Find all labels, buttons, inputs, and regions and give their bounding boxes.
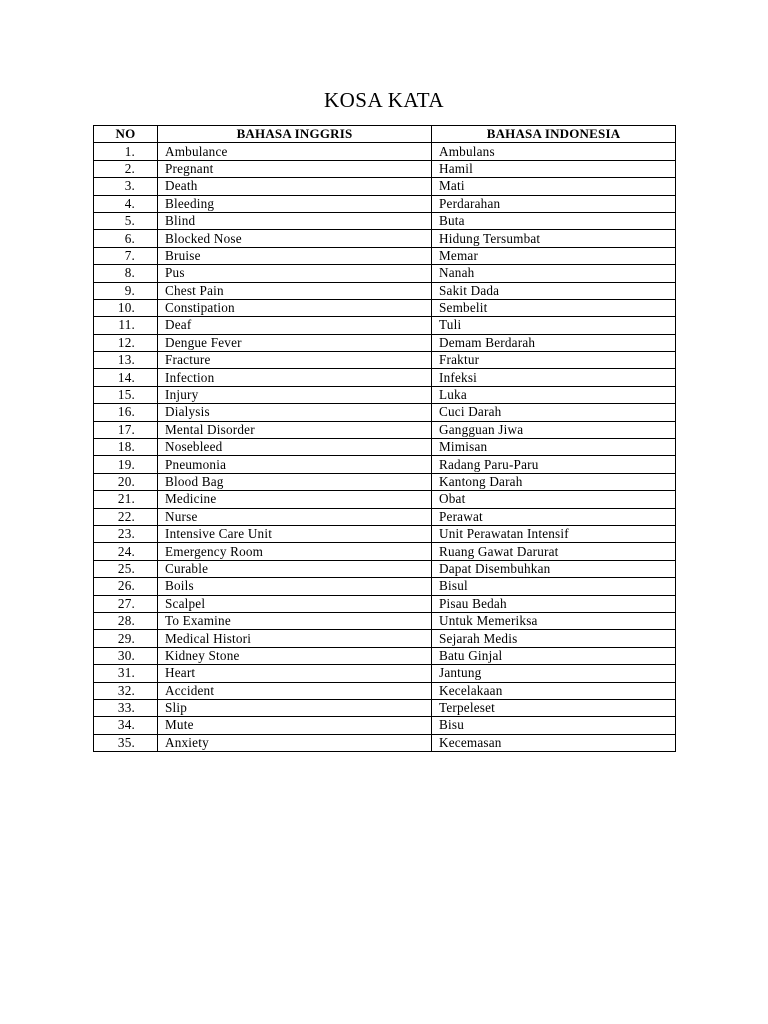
- row-number-cell: 35.: [94, 734, 158, 751]
- english-term-cell: Pregnant: [158, 160, 432, 177]
- indonesian-term-cell: Bisu: [432, 717, 676, 734]
- english-term-cell: Scalpel: [158, 595, 432, 612]
- table-body: [94, 143, 676, 752]
- indonesian-term-cell: Jantung: [432, 665, 676, 682]
- indonesian-term-cell: Tuli: [432, 317, 676, 334]
- indonesian-term-cell: Sembelit: [432, 299, 676, 316]
- row-number-cell: 30.: [94, 647, 158, 664]
- english-term-cell: Constipation: [158, 299, 432, 316]
- table-header-row: [94, 126, 676, 143]
- indonesian-term-cell: Untuk Memeriksa: [432, 612, 676, 629]
- table-row: [94, 456, 676, 473]
- row-number-cell: 8.: [94, 265, 158, 282]
- table-row: [94, 317, 676, 334]
- indonesian-term-cell: Memar: [432, 247, 676, 264]
- table-row: [94, 717, 676, 734]
- indonesian-term-cell: Nanah: [432, 265, 676, 282]
- table-row: [94, 195, 676, 212]
- english-term-cell: Blind: [158, 212, 432, 229]
- indonesian-term-cell: Ambulans: [432, 143, 676, 160]
- table-row: [94, 647, 676, 664]
- indonesian-term-cell: Batu Ginjal: [432, 647, 676, 664]
- indonesian-term-cell: Radang Paru-Paru: [432, 456, 676, 473]
- row-number-cell: 11.: [94, 317, 158, 334]
- english-term-cell: Fracture: [158, 352, 432, 369]
- row-number-cell: 12.: [94, 334, 158, 351]
- indonesian-term-cell: Buta: [432, 212, 676, 229]
- english-term-cell: Blood Bag: [158, 473, 432, 490]
- indonesian-term-cell: Luka: [432, 386, 676, 403]
- indonesian-term-cell: Hamil: [432, 160, 676, 177]
- table-row: [94, 630, 676, 647]
- table-row: [94, 299, 676, 316]
- indonesian-term-cell: Mati: [432, 178, 676, 195]
- english-term-cell: Dialysis: [158, 404, 432, 421]
- table-row: [94, 612, 676, 629]
- table-row: [94, 334, 676, 351]
- table-row: [94, 578, 676, 595]
- table-row: [94, 282, 676, 299]
- table-row: [94, 178, 676, 195]
- indonesian-term-cell: Hidung Tersumbat: [432, 230, 676, 247]
- row-number-cell: 13.: [94, 352, 158, 369]
- table-row: [94, 508, 676, 525]
- indonesian-term-cell: Ruang Gawat Darurat: [432, 543, 676, 560]
- english-term-cell: Anxiety: [158, 734, 432, 751]
- row-number-cell: 1.: [94, 143, 158, 160]
- english-term-cell: Blocked Nose: [158, 230, 432, 247]
- row-number-cell: 22.: [94, 508, 158, 525]
- row-number-cell: 28.: [94, 612, 158, 629]
- indonesian-term-cell: Gangguan Jiwa: [432, 421, 676, 438]
- table-row: [94, 595, 676, 612]
- english-term-cell: Dengue Fever: [158, 334, 432, 351]
- english-term-cell: Pus: [158, 265, 432, 282]
- table-row: [94, 404, 676, 421]
- indonesian-term-cell: Dapat Disembuhkan: [432, 560, 676, 577]
- english-term-cell: Injury: [158, 386, 432, 403]
- row-number-cell: 15.: [94, 386, 158, 403]
- table-row: [94, 525, 676, 542]
- english-term-cell: Boils: [158, 578, 432, 595]
- indonesian-term-cell: Terpeleset: [432, 699, 676, 716]
- row-number-cell: 20.: [94, 473, 158, 490]
- table-row: [94, 543, 676, 560]
- row-number-cell: 34.: [94, 717, 158, 734]
- row-number-cell: 7.: [94, 247, 158, 264]
- english-term-cell: Mute: [158, 717, 432, 734]
- vocabulary-table: [93, 125, 676, 752]
- english-term-cell: Accident: [158, 682, 432, 699]
- english-term-cell: Heart: [158, 665, 432, 682]
- english-term-cell: Nosebleed: [158, 439, 432, 456]
- english-term-cell: Infection: [158, 369, 432, 386]
- table-row: [94, 734, 676, 751]
- english-term-cell: Bleeding: [158, 195, 432, 212]
- row-number-cell: 16.: [94, 404, 158, 421]
- row-number-cell: 29.: [94, 630, 158, 647]
- english-term-cell: Slip: [158, 699, 432, 716]
- english-term-cell: Pneumonia: [158, 456, 432, 473]
- row-number-cell: 2.: [94, 160, 158, 177]
- row-number-cell: 5.: [94, 212, 158, 229]
- english-term-cell: Ambulance: [158, 143, 432, 160]
- row-number-cell: 25.: [94, 560, 158, 577]
- english-term-cell: Chest Pain: [158, 282, 432, 299]
- english-term-cell: Bruise: [158, 247, 432, 264]
- row-number-cell: 24.: [94, 543, 158, 560]
- column-header-english: BAHASA INGGRIS: [158, 126, 432, 143]
- table-row: [94, 265, 676, 282]
- row-number-cell: 4.: [94, 195, 158, 212]
- indonesian-term-cell: Obat: [432, 491, 676, 508]
- row-number-cell: 3.: [94, 178, 158, 195]
- indonesian-term-cell: Kecelakaan: [432, 682, 676, 699]
- indonesian-term-cell: Cuci Darah: [432, 404, 676, 421]
- table-row: [94, 665, 676, 682]
- table-row: [94, 143, 676, 160]
- english-term-cell: Medicine: [158, 491, 432, 508]
- indonesian-term-cell: Mimisan: [432, 439, 676, 456]
- indonesian-term-cell: Infeksi: [432, 369, 676, 386]
- row-number-cell: 31.: [94, 665, 158, 682]
- row-number-cell: 10.: [94, 299, 158, 316]
- english-term-cell: Emergency Room: [158, 543, 432, 560]
- indonesian-term-cell: Fraktur: [432, 352, 676, 369]
- table-row: [94, 682, 676, 699]
- table-row: [94, 439, 676, 456]
- english-term-cell: Curable: [158, 560, 432, 577]
- indonesian-term-cell: Bisul: [432, 578, 676, 595]
- english-term-cell: Deaf: [158, 317, 432, 334]
- indonesian-term-cell: Pisau Bedah: [432, 595, 676, 612]
- page-title: KOSA KATA: [323, 88, 445, 112]
- row-number-cell: 6.: [94, 230, 158, 247]
- row-number-cell: 18.: [94, 439, 158, 456]
- row-number-cell: 26.: [94, 578, 158, 595]
- table-row: [94, 230, 676, 247]
- indonesian-term-cell: Kantong Darah: [432, 473, 676, 490]
- table-row: [94, 160, 676, 177]
- english-term-cell: Medical Histori: [158, 630, 432, 647]
- row-number-cell: 23.: [94, 525, 158, 542]
- row-number-cell: 9.: [94, 282, 158, 299]
- table-row: [94, 212, 676, 229]
- table-row: [94, 421, 676, 438]
- table-row: [94, 369, 676, 386]
- indonesian-term-cell: Perawat: [432, 508, 676, 525]
- table-row: [94, 386, 676, 403]
- row-number-cell: 32.: [94, 682, 158, 699]
- table-row: [94, 473, 676, 490]
- table-row: [94, 247, 676, 264]
- row-number-cell: 19.: [94, 456, 158, 473]
- english-term-cell: Intensive Care Unit: [158, 525, 432, 542]
- indonesian-term-cell: Unit Perawatan Intensif: [432, 525, 676, 542]
- table-row: [94, 560, 676, 577]
- english-term-cell: To Examine: [158, 612, 432, 629]
- table-row: [94, 352, 676, 369]
- row-number-cell: 33.: [94, 699, 158, 716]
- table-row: [94, 699, 676, 716]
- english-term-cell: Nurse: [158, 508, 432, 525]
- row-number-cell: 17.: [94, 421, 158, 438]
- indonesian-term-cell: Sejarah Medis: [432, 630, 676, 647]
- row-number-cell: 27.: [94, 595, 158, 612]
- english-term-cell: Death: [158, 178, 432, 195]
- indonesian-term-cell: Sakit Dada: [432, 282, 676, 299]
- column-header-indonesian: BAHASA INDONESIA: [432, 126, 676, 143]
- row-number-cell: 21.: [94, 491, 158, 508]
- indonesian-term-cell: Kecemasan: [432, 734, 676, 751]
- english-term-cell: Kidney Stone: [158, 647, 432, 664]
- indonesian-term-cell: Demam Berdarah: [432, 334, 676, 351]
- column-header-no: NO: [94, 126, 158, 143]
- row-number-cell: 14.: [94, 369, 158, 386]
- english-term-cell: Mental Disorder: [158, 421, 432, 438]
- indonesian-term-cell: Perdarahan: [432, 195, 676, 212]
- table-row: [94, 491, 676, 508]
